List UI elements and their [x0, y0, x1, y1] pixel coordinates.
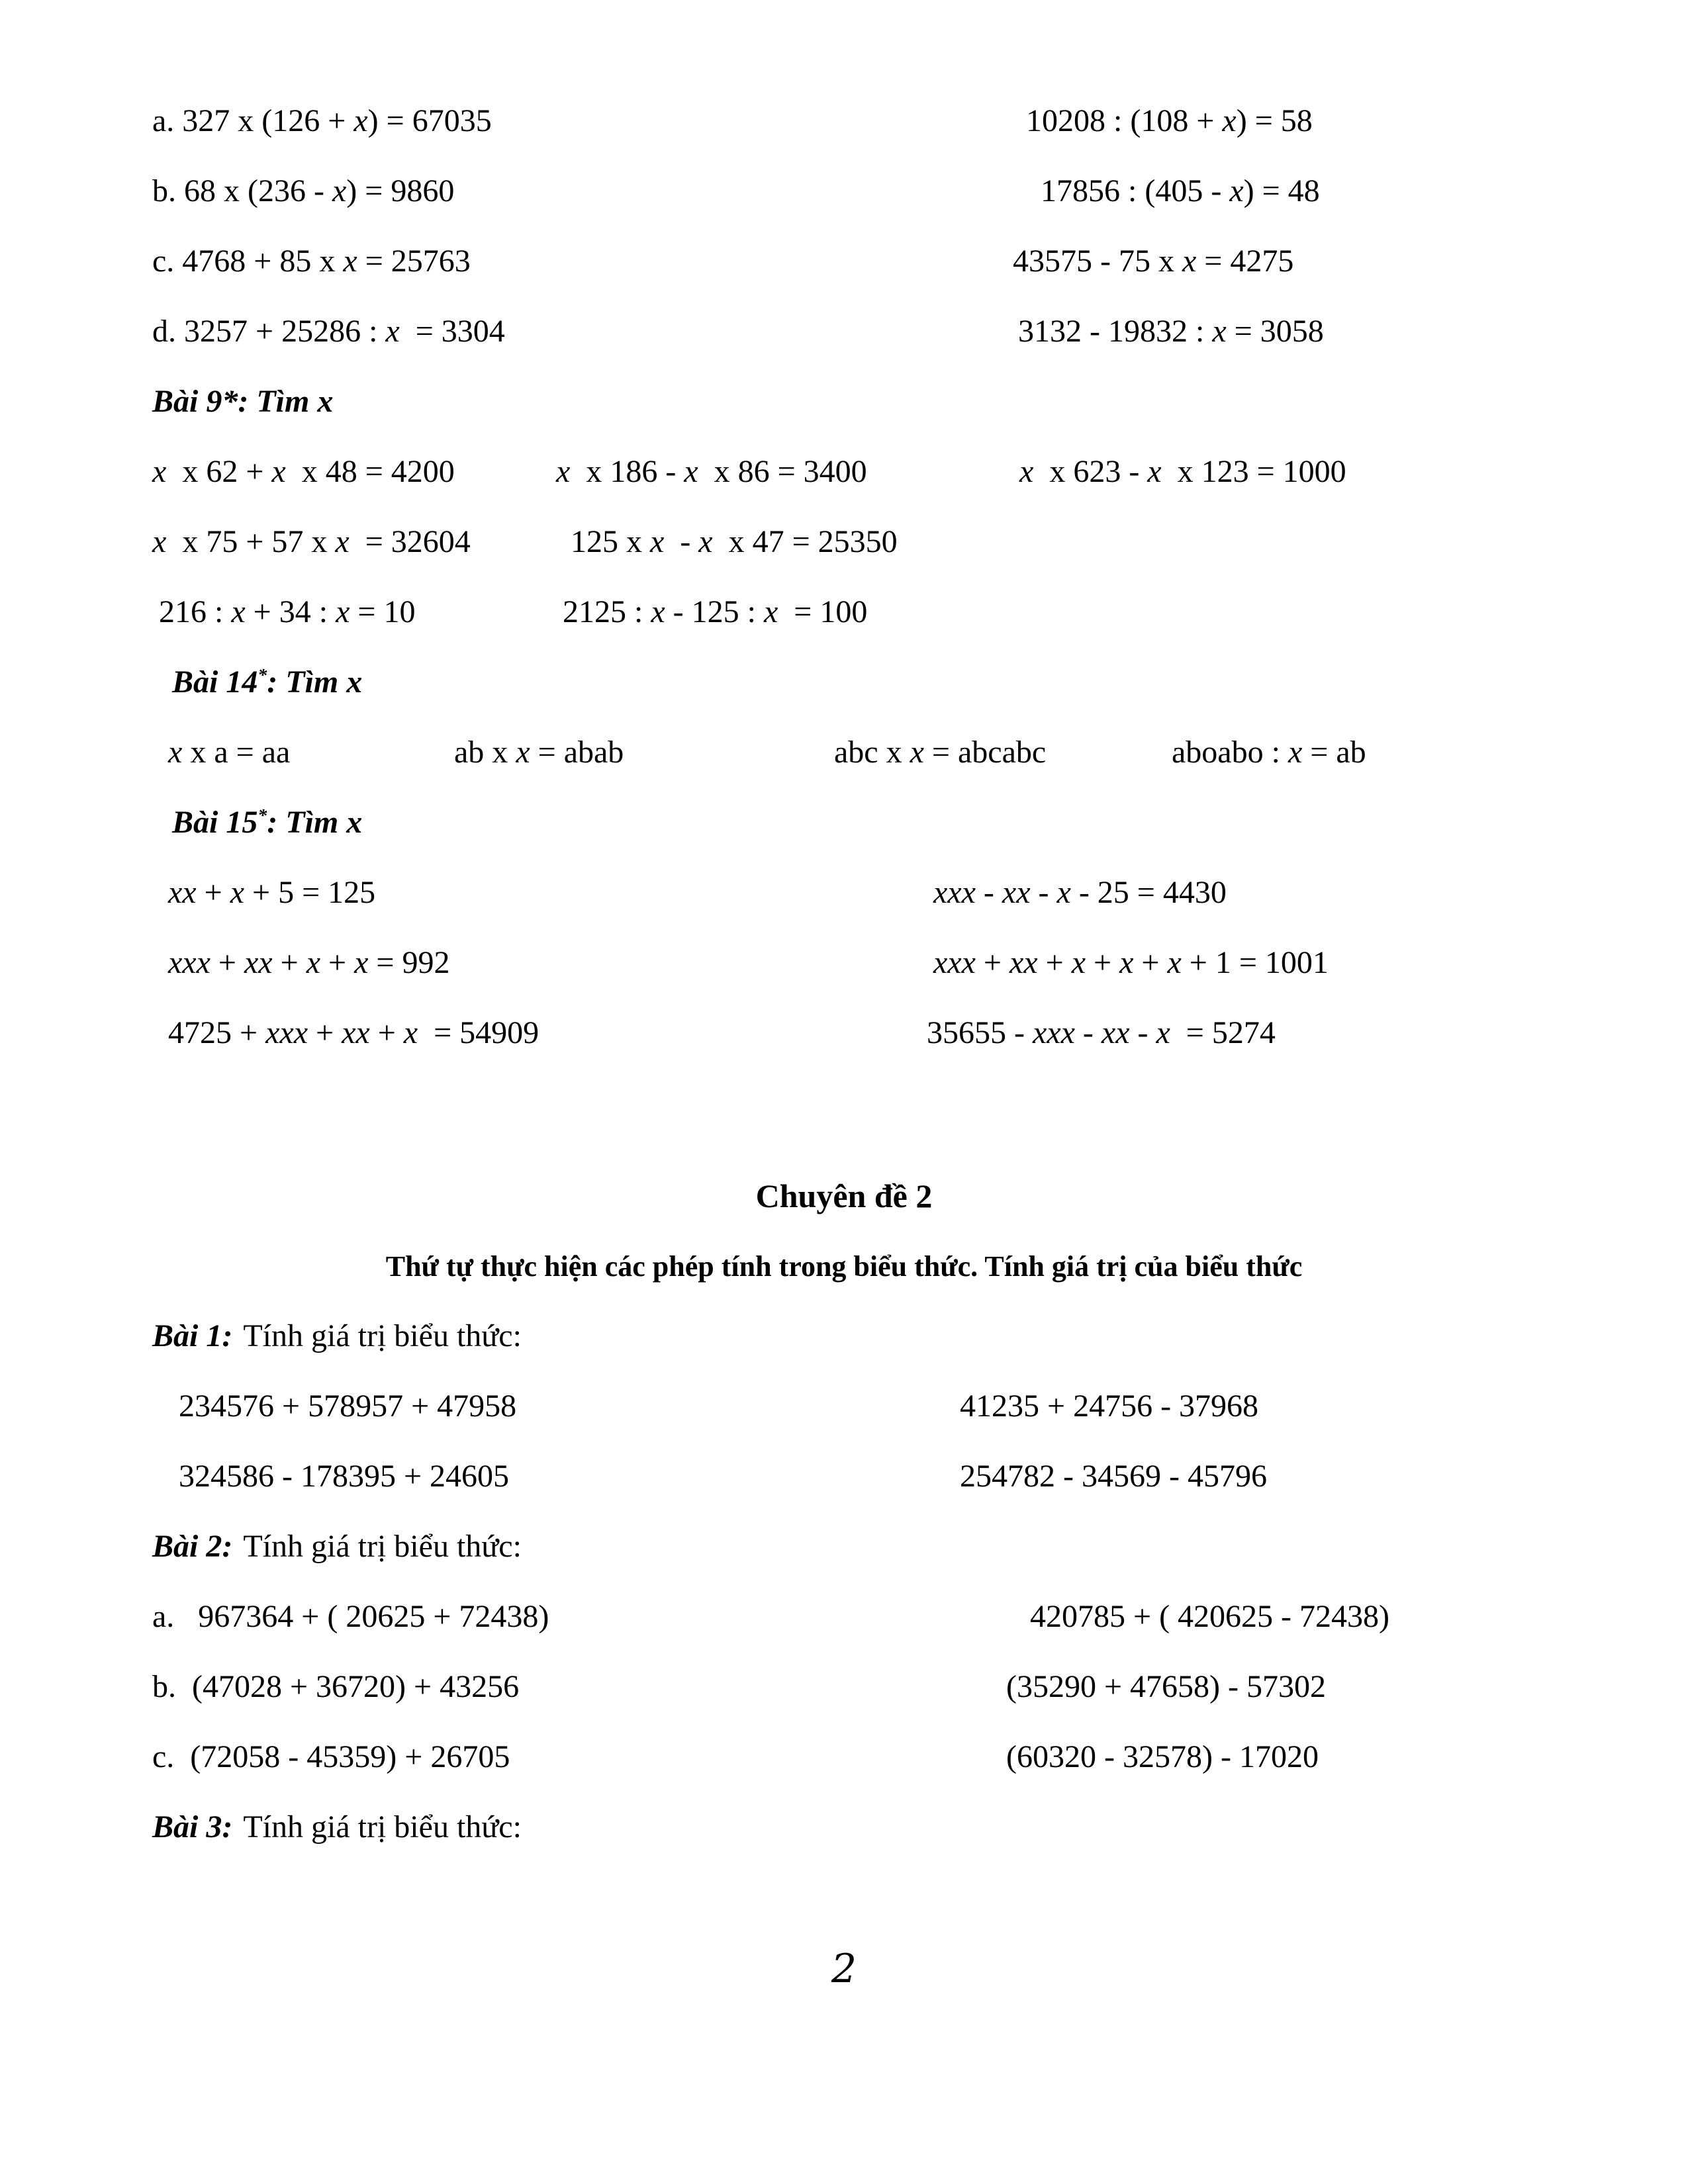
ex14-heading-row: [152, 647, 1536, 717]
chapter-subtitle: Thứ tự thực hiện các phép tính trong biểu thức. Tính giá trị của biểu thức: [385, 1250, 1303, 1283]
equation: abc x x = abcabc: [834, 735, 1047, 770]
exercise-label: Bài 3:: [152, 1809, 233, 1844]
expression-left: 324586 - 178395 + 24605: [179, 1459, 510, 1494]
exercise-heading: Bài 9*: Tìm x: [152, 384, 334, 419]
section-gap: [152, 1068, 1536, 1161]
equation-right: 10208 : (108 + x) = 58: [1026, 103, 1313, 138]
equation-left: c. 4768 + 85 x x = 25763: [152, 244, 471, 279]
equation: aboabo : x = ab: [1172, 735, 1366, 770]
chapter-subtitle-row: [152, 1231, 1536, 1301]
b1-row1: [152, 1371, 1536, 1441]
equation: 216 : x + 34 : x = 10: [159, 594, 416, 629]
equation: x x 62 + x x 48 = 4200: [152, 454, 455, 489]
exercise-label: Bài 2:: [152, 1529, 233, 1564]
chapter-title: Chuyên đề 2: [755, 1177, 933, 1214]
b1-heading-row: [152, 1301, 1536, 1371]
exercise-heading: [152, 1792, 522, 1862]
heading-rest: : Tìm x: [267, 805, 363, 840]
equation-right: 35655 - xxx - xx - x = 5274: [927, 1015, 1276, 1050]
b2-row-a: [152, 1582, 1536, 1652]
superscript-star: *: [258, 665, 267, 686]
ex15-heading-row: [152, 788, 1536, 858]
equation-right: 17856 : (405 - x) = 48: [1041, 173, 1320, 208]
ex15-row2: [152, 928, 1536, 998]
exercise-heading: [172, 788, 362, 858]
ex8-row-a: [152, 86, 1536, 156]
exercise-heading: [152, 1512, 522, 1582]
heading-base: Bài 14: [172, 664, 258, 700]
ex15-row3: [152, 998, 1536, 1068]
expression-left: 234576 + 578957 + 47958: [179, 1388, 517, 1424]
equation: x x a = aa: [168, 735, 291, 770]
heading-base: Bài 15: [172, 805, 258, 840]
expression-left: c. (72058 - 45359) + 26705: [152, 1739, 510, 1774]
equation-left: a. 327 x (126 + x) = 67035: [152, 103, 492, 138]
equation: 2125 : x - 125 : x = 100: [563, 594, 868, 629]
exercise-instruction: Tính giá trị biểu thức:: [243, 1318, 522, 1353]
expression-right: (60320 - 32578) - 17020: [1006, 1739, 1319, 1774]
equation: x x 75 + 57 x x = 32604: [152, 524, 471, 559]
ex14-row: [152, 717, 1536, 788]
exercise-instruction: Tính giá trị biểu thức:: [243, 1809, 522, 1844]
ex15-row1: [152, 858, 1536, 928]
equation-left: b. 68 x (236 - x) = 9860: [152, 173, 455, 208]
equation: x x 186 - x x 86 = 3400: [556, 454, 867, 489]
equation: 125 x x - x x 47 = 25350: [571, 524, 898, 559]
equation-left: xxx + xx + x + x = 992: [168, 945, 450, 980]
ex9-row3: [152, 577, 1536, 647]
exercise-heading: [152, 1301, 522, 1371]
equation-right: 43575 - 75 x x = 4275: [1013, 244, 1294, 279]
expression-right: 420785 + ( 420625 - 72438): [1030, 1599, 1390, 1634]
chapter-title-row: [152, 1161, 1536, 1231]
exercise-heading: [172, 647, 362, 717]
equation-right: 3132 - 19832 : x = 3058: [1018, 314, 1324, 349]
b2-row-b: [152, 1652, 1536, 1722]
superscript-star: *: [258, 805, 267, 826]
expression-left: b. (47028 + 36720) + 43256: [152, 1669, 520, 1704]
page-number: 2: [831, 1946, 857, 1992]
b2-heading-row: [152, 1512, 1536, 1582]
b2-row-c: [152, 1722, 1536, 1792]
equation-left: xx + x + 5 = 125: [168, 875, 376, 910]
exercise-instruction: Tính giá trị biểu thức:: [243, 1529, 522, 1564]
ex9-row1: [152, 437, 1536, 507]
worksheet-page-content: [152, 86, 1536, 1862]
expression-left: a. 967364 + ( 20625 + 72438): [152, 1599, 549, 1634]
equation-right: xxx + xx + x + x + x + 1 = 1001: [933, 945, 1329, 980]
b1-row2: [152, 1441, 1536, 1512]
expression-right: (35290 + 47658) - 57302: [1006, 1669, 1327, 1704]
exercise-label: Bài 1:: [152, 1318, 233, 1353]
ex8-row-b: [152, 156, 1536, 226]
heading-rest: : Tìm x: [267, 664, 363, 700]
ex8-row-d: [152, 296, 1536, 367]
ex8-row-c: [152, 226, 1536, 296]
equation: ab x x = abab: [454, 735, 624, 770]
equation-left: 4725 + xxx + xx + x = 54909: [168, 1015, 539, 1050]
expression-right: 254782 - 34569 - 45796: [960, 1459, 1267, 1494]
equation-right: xxx - xx - x - 25 = 4430: [933, 875, 1227, 910]
ex9-heading-row: [152, 367, 1536, 437]
equation: x x 623 - x x 123 = 1000: [1019, 454, 1346, 489]
b3-heading-row: [152, 1792, 1536, 1862]
ex9-row2: [152, 507, 1536, 577]
equation-left: d. 3257 + 25286 : x = 3304: [152, 314, 505, 349]
expression-right: 41235 + 24756 - 37968: [960, 1388, 1259, 1424]
